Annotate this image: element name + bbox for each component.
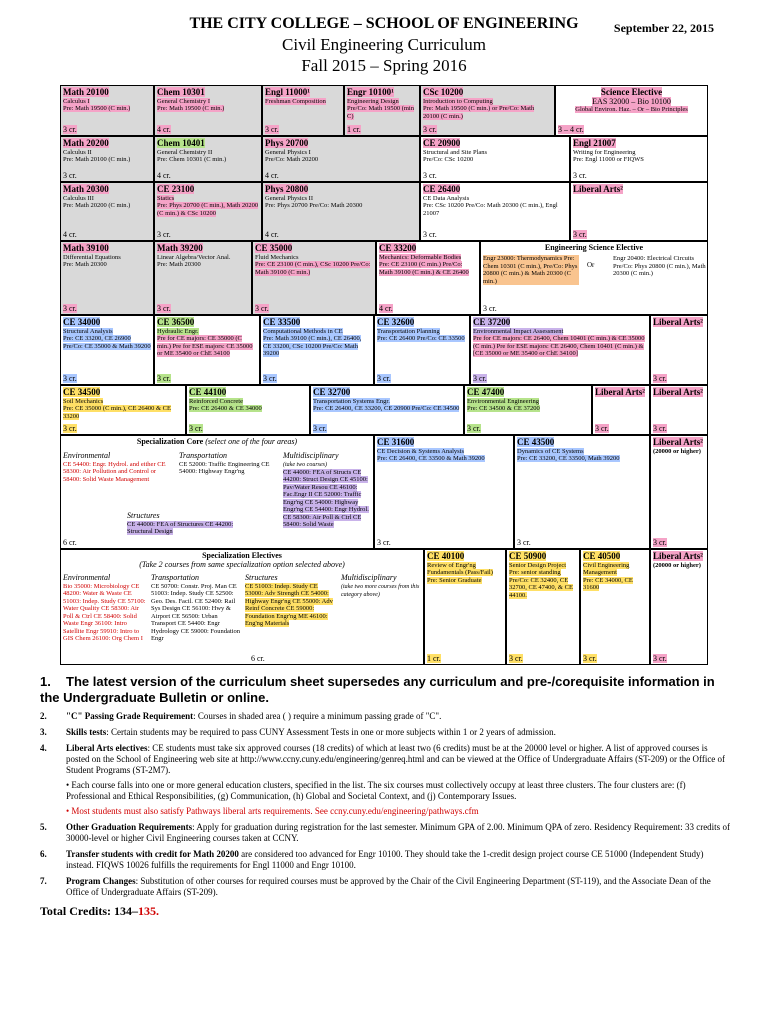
core-multi-heading: Multidisciplinary bbox=[283, 451, 339, 460]
course-cell bbox=[154, 182, 262, 241]
course-credits: 3 cr. bbox=[573, 230, 587, 239]
course-req: Pre: CE 23100 (C min.), CSc 10200 Pre/Co: Math 39100 (C min.) bbox=[255, 261, 371, 276]
course-code: CE 35000 bbox=[255, 243, 293, 253]
course-cell bbox=[374, 435, 514, 549]
course-cell bbox=[260, 315, 374, 385]
course-cell bbox=[262, 182, 420, 241]
course-code: Chem 10401 bbox=[157, 138, 205, 148]
course-req: Pre: Chem 10301 (C min.) bbox=[157, 156, 227, 163]
course-credits: 3 cr. bbox=[189, 424, 203, 433]
course-code: CE 50900 bbox=[509, 551, 547, 561]
course-req: Pre: CE 26400, CE 33200, CE 20900 Pre/Co: CE 34500 bbox=[313, 405, 460, 412]
elective-or: Or bbox=[587, 261, 595, 269]
course-cell bbox=[650, 435, 708, 549]
course-credits: 3 cr. bbox=[263, 374, 277, 383]
course-req: Pre: Phys 20700 Pre/Co: Math 20300 bbox=[265, 202, 363, 209]
course-req: Pre: CE 26400, CE 33500 & Math 39200 bbox=[377, 455, 485, 462]
note-number: 3. bbox=[40, 727, 47, 737]
course-code: Engl 21007 bbox=[573, 138, 616, 148]
course-credits: 4 cr. bbox=[379, 304, 393, 313]
notes-section bbox=[40, 674, 730, 917]
course-credits: 3 cr. bbox=[653, 374, 667, 383]
course-req: Pre: Math 20100 (C min.) bbox=[63, 156, 131, 163]
course-req: Pre: CSc 10200 Pre/Co: Math 20300 (C min.), Engl 21007 bbox=[423, 202, 558, 217]
course-cell bbox=[570, 182, 708, 241]
course-code: Math 20200 bbox=[63, 138, 109, 148]
elective-title: Engineering Science Elective bbox=[544, 243, 644, 252]
note-heading: Other Graduation Requirements bbox=[66, 822, 193, 832]
electives-env-heading: Environmental bbox=[63, 573, 111, 582]
course-code: CE 40100 bbox=[427, 551, 465, 561]
course-code: CE 26400 bbox=[423, 184, 461, 194]
course-req: Pre: Math 20300 bbox=[63, 261, 107, 268]
course-req: Pre for CE majors: CE 26400, Chem 10401 (C min.) & CE 35000 (C min.) Pre for ESE majors: CE 26400, Chem 10401 (C min.) & [CE 35000 or ME 35400 or ChE 34100] bbox=[473, 335, 645, 357]
course-credits: 4 cr. bbox=[157, 171, 171, 180]
course-credits: 6 cr. bbox=[251, 654, 265, 663]
course-desc: General Chemistry I bbox=[157, 97, 211, 105]
course-desc: Calculus II bbox=[63, 148, 92, 156]
course-desc: (20000 or higher) bbox=[653, 561, 701, 569]
course-code: CE 33500 bbox=[263, 317, 301, 327]
course-code: CE 47400 bbox=[467, 387, 505, 397]
course-desc: Hydraulic Engr. bbox=[157, 327, 199, 335]
course-desc: Linear Algebra/Vector Anal. bbox=[157, 253, 231, 261]
note-number: 1. bbox=[40, 674, 51, 689]
note-6 bbox=[40, 849, 730, 871]
course-code: CE 34500 bbox=[63, 387, 101, 397]
course-credits: 1 cr. bbox=[427, 654, 441, 663]
term-title: Fall 2015 – Spring 2016 bbox=[301, 56, 467, 75]
course-credits: 3 – 4 cr. bbox=[558, 125, 584, 134]
course-req: Pre/Co: Math 20200 bbox=[265, 156, 319, 163]
course-code: Phys 20800 bbox=[265, 184, 309, 194]
course-cell bbox=[376, 241, 480, 315]
course-req: Pre for CE majors: CE 35000 (C min.) Pre for ESE majors: CE 35000 or ME 35400 or ChE 34100 bbox=[157, 335, 253, 357]
course-desc: Dynamics of CE Systems bbox=[517, 447, 584, 455]
course-credits: 4 cr. bbox=[157, 125, 171, 134]
course-code: Engl 11000¹ bbox=[265, 87, 310, 97]
course-cell bbox=[60, 85, 154, 136]
core-multi-sub: (take two courses) bbox=[283, 461, 327, 468]
note-text: • Each course falls into one or more general education clusters, specified in the list. The six courses must collectively occupy at least three clusters. The four clusters are: (f) Professional and Ethical Responsibilities, (g) Communication, (h) Global and Societal Context, and (j) Contemporary Issues. bbox=[66, 780, 686, 801]
course-cell bbox=[60, 385, 186, 435]
note-number: 7. bbox=[40, 876, 47, 886]
note-text: : Apply for graduation during registration for the last semester. Minimum GPA of 2.00. Minimum QPA of zero. Residency Requirement: 33 credits of 30000-level or higher Civil Engineering courses taken at CCNY. bbox=[66, 822, 730, 843]
course-credits: 3 cr. bbox=[473, 374, 487, 383]
course-code: CE 32700 bbox=[313, 387, 351, 397]
course-credits: 3 cr. bbox=[313, 424, 327, 433]
date: September 22, 2015 bbox=[613, 21, 714, 35]
note-7 bbox=[40, 876, 730, 898]
course-desc: Transportation Systems Engr. bbox=[313, 397, 390, 405]
course-credits: 3 cr. bbox=[653, 424, 667, 433]
course-credits: 3 cr. bbox=[583, 654, 597, 663]
course-desc: Structural Analysis bbox=[63, 327, 113, 335]
course-cell bbox=[506, 549, 580, 665]
course-cell bbox=[374, 315, 470, 385]
note-heading: "C" Passing Grade Requirement bbox=[66, 711, 194, 721]
course-desc: Review of Engr'ng Fundamentals (Pass/Fail) bbox=[427, 561, 493, 576]
course-credits: 3 cr. bbox=[157, 374, 171, 383]
course-cell bbox=[650, 385, 708, 435]
course-desc: Computational Methods in CE bbox=[263, 327, 343, 335]
course-cell bbox=[154, 85, 262, 136]
course-code: Liberal Arts² bbox=[653, 551, 703, 561]
course-code: CE 23100 bbox=[157, 184, 195, 194]
course-code: CE 40500 bbox=[583, 551, 621, 561]
specialization-electives bbox=[60, 549, 424, 665]
course-code: Math 39200 bbox=[157, 243, 203, 253]
course-desc: Writing for Engineering bbox=[573, 148, 636, 156]
note-heading: Transfer students with credit for Math 20200 bbox=[66, 849, 239, 859]
course-req: Pre: Math 20200 (C min.) bbox=[63, 202, 131, 209]
course-credits: 3 cr. bbox=[157, 304, 171, 313]
course-credits: 4 cr. bbox=[265, 230, 279, 239]
course-credits: 3 cr. bbox=[63, 424, 77, 433]
course-code: Chem 10301 bbox=[157, 87, 205, 97]
course-desc: Engineering Design bbox=[347, 97, 399, 105]
electives-struct-heading: Structures bbox=[245, 573, 278, 582]
core-env-heading: Environmental bbox=[63, 451, 111, 460]
course-credits: 6 cr. bbox=[63, 538, 77, 547]
note-text: The latest version of the curriculum sheet supersedes any curriculum and pre-/corequisite information in the Undergraduate Bulletin or online. bbox=[40, 674, 715, 705]
course-desc: Fluid Mechanics bbox=[255, 253, 299, 261]
note-text: • Most students must also satisfy Pathways liberal arts requirements. See ccny.cuny.edu/engineering/pathways.cfm bbox=[66, 806, 479, 816]
course-credits: 3 cr. bbox=[509, 654, 523, 663]
course-req: Pre: CE 34500 & CE 37200 bbox=[467, 405, 540, 412]
course-cell bbox=[555, 85, 708, 136]
note-text: : Substitution of other courses for required courses must be approved by the Chair of the Civil Engineering Department (ST-119), and the Associate Dean of the Office of Undergraduate Affairs (ST-209). bbox=[66, 876, 711, 897]
course-cell bbox=[262, 85, 344, 136]
course-req: Pre: CE 23100 (C min.) Pre/Co: Math 39100 (C min.) & CE 26400 bbox=[379, 261, 469, 276]
course-code: CE 34000 bbox=[63, 317, 101, 327]
note-text: : Courses in shaded area ( ) require a minimum passing grade of "C". bbox=[193, 711, 442, 721]
note-text: : Certain students may be required to pass CUNY Assessment Tests in one or more subjects within 1 or 2 years of admission. bbox=[106, 727, 556, 737]
course-desc: Structural and Site Plans bbox=[423, 148, 488, 156]
course-code: Liberal Arts² bbox=[653, 387, 703, 397]
electives-title: Specialization Electives bbox=[202, 551, 282, 560]
course-code: CE 36500 bbox=[157, 317, 195, 327]
school-name: THE CITY COLLEGE – SCHOOL OF ENGINEERING bbox=[189, 15, 579, 32]
course-req: Pre: Math 19500 (C min.) or Pre/Co: Math 20100 (C min.) bbox=[423, 105, 535, 120]
course-desc: General Chemistry II bbox=[157, 148, 213, 156]
course-cell bbox=[60, 182, 154, 241]
course-desc: (20000 or higher) bbox=[653, 447, 701, 455]
course-cell bbox=[650, 315, 708, 385]
course-desc: Senior Design Project bbox=[509, 561, 567, 569]
course-desc: EAS 32000 – Bio 10100 bbox=[592, 96, 671, 106]
course-cell bbox=[570, 136, 708, 182]
course-credits: 3 cr. bbox=[63, 374, 77, 383]
course-code: CE 32600 bbox=[377, 317, 415, 327]
course-code: Science Elective bbox=[600, 87, 663, 97]
course-desc: Calculus III bbox=[63, 194, 94, 202]
course-req: Pre: Senior Graduate bbox=[427, 576, 482, 584]
course-req: Pre: Math 20300 bbox=[157, 261, 201, 268]
course-credits: 1 cr. bbox=[347, 125, 361, 134]
course-code: CE 33200 bbox=[379, 243, 417, 253]
course-code: Liberal Arts² bbox=[595, 387, 645, 397]
course-code: Liberal Arts² bbox=[653, 317, 703, 327]
course-code: Phys 20700 bbox=[265, 138, 309, 148]
course-credits: 3 cr. bbox=[423, 171, 437, 180]
core-multi-list: CE 44000: FEA of Structs CE 44200: Struct Design CE 45100: Pav/Water Resou CE 46100: Fac.Engr II CE 52000: Traffic Engr'ng CE 54000: Highway Engr'ng CE 54400: Engr Hydrol. CE 58300: Air Poll & Ctrl CE 58400: Solid Waste bbox=[283, 468, 369, 528]
course-cell bbox=[262, 136, 420, 182]
course-req: Pre/Co: Math 19500 (min C) bbox=[347, 105, 414, 120]
note-text: are considered too advanced for Engr 10100. They should take the 1-credit design project course CE 51000 (Independent Study) instead. FIQWS 10026 fulfills the requirements for Engl 11000 and Engr 10100. bbox=[66, 849, 704, 870]
course-credits: 3 cr. bbox=[255, 304, 269, 313]
electives-trans-list: CE 50700: Constr. Proj. Man CE 51003: Indep. Study CE 52500: Geo. Des. Facil. CE 52400: Rail Sys Design CE 56100: Hwy & Airport CE 56500: Urban Transport CE 54400: Engr Hydrology CE 59000: Foundation Engr bbox=[151, 582, 241, 642]
course-credits: 3 cr. bbox=[517, 538, 531, 547]
note-number: 2. bbox=[40, 711, 47, 721]
course-req: Pre/Co: CSc 10200 bbox=[423, 156, 474, 163]
electives-multi-note: (take two more courses from this category above) bbox=[341, 583, 420, 598]
core-env-list: CE 54400: Engr. Hydrol. and either CE 58300: Air Pollution and Control or 58400: Solid Waste Management bbox=[63, 460, 166, 483]
curriculum-grid bbox=[60, 85, 708, 665]
course-cell bbox=[650, 549, 708, 665]
note-4 bbox=[40, 743, 730, 817]
course-code: CE 43500 bbox=[517, 437, 555, 447]
course-desc: Transportation Planning bbox=[377, 327, 440, 335]
note-3 bbox=[40, 727, 730, 738]
course-credits: 3 cr. bbox=[377, 538, 391, 547]
course-desc: Reinforced Concrete bbox=[189, 397, 243, 405]
note-heading: Skills tests bbox=[66, 727, 107, 737]
course-req: Pre: senior standing Pre/Co: CE 32400, CE 32700, CE 47400, & CE 44100. bbox=[509, 569, 573, 599]
note-1 bbox=[40, 674, 730, 706]
elective-option-b: Engr 20400: Electrical Circuits Pre/Co: Phys 20800 (C min.), Math 20300 (C min.) bbox=[613, 255, 706, 277]
course-desc: Civil Engineering Management bbox=[583, 561, 630, 576]
course-credits: 3 cr. bbox=[63, 304, 77, 313]
core-subtitle: (select one of the four areas) bbox=[205, 437, 298, 446]
course-credits: 3 cr. bbox=[265, 125, 279, 134]
course-credits: 3 cr. bbox=[63, 125, 77, 134]
course-cell bbox=[310, 385, 464, 435]
course-code: Math 39100 bbox=[63, 243, 109, 253]
course-desc: General Physics I bbox=[265, 148, 311, 156]
course-credits: 4 cr. bbox=[63, 230, 77, 239]
course-desc: Soil Mechanics bbox=[63, 397, 104, 405]
core-title: Specialization Core bbox=[136, 437, 204, 446]
electives-subtitle: (Take 2 courses from same specialization option selected above) bbox=[139, 560, 345, 569]
program-title: Civil Engineering Curriculum bbox=[282, 35, 486, 54]
course-cell bbox=[60, 241, 154, 315]
course-cell bbox=[252, 241, 376, 315]
course-req: Pre: CE 35000 (C min.), CE 26400 & CE 33200 bbox=[63, 405, 171, 420]
note-5 bbox=[40, 822, 730, 844]
core-struct-heading: Structures bbox=[127, 511, 160, 520]
course-cell bbox=[186, 385, 310, 435]
course-desc: Statics bbox=[157, 194, 175, 202]
course-cell bbox=[592, 385, 650, 435]
course-cell bbox=[60, 315, 154, 385]
course-credits: 3 cr. bbox=[377, 374, 391, 383]
core-trans-list: CE 52000: Traffic Engineering CE 54000: Highway Engr'ng bbox=[179, 460, 270, 475]
electives-trans-heading: Transportation bbox=[151, 573, 200, 582]
course-desc: Freshman Composition bbox=[265, 97, 326, 105]
course-desc: Calculus I bbox=[63, 97, 90, 105]
course-cell bbox=[154, 315, 260, 385]
course-req: Pre: CE 33200, CE 33500, Math 39200 bbox=[517, 455, 620, 462]
course-credits: 4 cr. bbox=[265, 171, 279, 180]
total-credits bbox=[40, 906, 730, 917]
course-cell bbox=[420, 85, 555, 136]
course-req: Pre: Math 19500 (C min.) bbox=[157, 105, 225, 112]
course-cell bbox=[60, 136, 154, 182]
course-desc: Differential Equations bbox=[63, 253, 121, 261]
course-cell bbox=[514, 435, 650, 549]
note-number: 6. bbox=[40, 849, 47, 859]
course-desc: General Physics II bbox=[265, 194, 314, 202]
note-2 bbox=[40, 711, 730, 722]
course-code: CE 20900 bbox=[423, 138, 461, 148]
course-credits: 3 cr. bbox=[423, 230, 437, 239]
course-code: Math 20300 bbox=[63, 184, 109, 194]
course-req: Pre: Math 19500 (C min.) bbox=[63, 105, 131, 112]
course-code: Math 20100 bbox=[63, 87, 109, 97]
course-desc: Environmental Engineering bbox=[467, 397, 540, 405]
note-number: 5. bbox=[40, 822, 47, 832]
course-cell bbox=[154, 241, 252, 315]
course-req: Pre: CE 26400 Pre/Co: CE 33500 bbox=[377, 335, 465, 342]
core-trans-heading: Transportation bbox=[179, 451, 228, 460]
course-desc: Introduction to Computing bbox=[423, 97, 493, 105]
course-cell bbox=[420, 182, 570, 241]
course-credits: 3 cr. bbox=[483, 304, 497, 313]
course-cell bbox=[420, 136, 570, 182]
course-cell bbox=[464, 385, 592, 435]
course-credits: 3 cr. bbox=[157, 230, 171, 239]
course-cell bbox=[154, 136, 262, 182]
total-label: Total Credits: 134– bbox=[40, 904, 139, 918]
course-desc: CE Decision & Systems Analysis bbox=[377, 447, 465, 455]
total-value: 135. bbox=[138, 904, 160, 918]
electives-struct-list: CE 51003: Indep. Study CE 53000: Adv Strength CE 54000: Highway Engr'ng CE 55000: Adv Reinf Concrete CE 59000: Foundation Engr'ng ME 46100: Eng'ng Materials bbox=[245, 582, 333, 627]
course-credits: 3 cr. bbox=[423, 125, 437, 134]
course-code: Engr 10100¹ bbox=[347, 87, 394, 97]
course-req: Global Environ. Haz. – Or – Bio Principles bbox=[575, 106, 688, 113]
course-credits: 3 cr. bbox=[63, 171, 77, 180]
course-cell bbox=[344, 85, 420, 136]
course-code: CE 31600 bbox=[377, 437, 415, 447]
course-desc: CE Data Analysis bbox=[423, 194, 470, 202]
course-desc: Environmental Impact Assessment bbox=[473, 327, 564, 335]
course-req: Pre: CE 33200, CE 26900 Pre/Co: CE 35000 & Math 39200 bbox=[63, 335, 151, 350]
course-credits: 3 cr. bbox=[653, 654, 667, 663]
specialization-core bbox=[60, 435, 374, 549]
course-credits: 3 cr. bbox=[573, 171, 587, 180]
course-code: CE 44100 bbox=[189, 387, 227, 397]
course-cell-elective bbox=[480, 241, 708, 315]
course-req: Pre: Engl 11000 or FIQWS bbox=[573, 156, 644, 163]
course-code: CE 37200 bbox=[473, 317, 511, 327]
course-cell bbox=[470, 315, 650, 385]
elective-option-a: Engr 23000: Thermodynamics Pre: Chem 10301 (C min.), Pre/Co: Phys 20800 (C min.) & Math 20300 (C min.) bbox=[483, 255, 578, 285]
note-heading: Program Changes bbox=[66, 876, 136, 886]
course-req: Pre: CE 34000, CE 31600 bbox=[583, 576, 633, 591]
course-cell bbox=[424, 549, 506, 665]
electives-multi-heading: Multidisciplinary bbox=[341, 573, 397, 582]
note-text: : CE students must take six approved courses (18 credits) of which at least two (6 credits) must be at the 20000 level or higher. A list of approved courses is posted on the School of Engineering web site at http://www.ccny.cuny.edu/engineering/genreq.html and can be viewed at the Office of Undergraduate Affairs (ST-209) or the Office of Student Programs (ST-2M7). bbox=[66, 743, 726, 775]
electives-env-list: Bio 35000: Microbiology CE 48200: Water & Waste CE 51003: Indep. Study CE 57100: Water Quality CE 58300: Air Poll & Ctrl CE 58400: Solid Waste Engr 36100: Intro Satellite Engr 59910: Intro to GIS Chem 26100: Org Chem I bbox=[63, 582, 146, 642]
course-credits: 3 cr. bbox=[653, 538, 667, 547]
core-struct-list: CE 44000: FEA of Structures CE 44200: Structural Design bbox=[127, 520, 234, 535]
note-number: 4. bbox=[40, 743, 47, 753]
course-desc: Mechanics: Deformable Bodies bbox=[379, 253, 462, 261]
course-code: Liberal Arts² bbox=[653, 437, 703, 447]
course-req: Pre: CE 26400 & CE 34000 bbox=[189, 405, 262, 412]
note-heading: Liberal Arts electives bbox=[66, 743, 148, 753]
course-credits: 3 cr. bbox=[467, 424, 481, 433]
course-credits: 3 cr. bbox=[595, 424, 609, 433]
course-code: Liberal Arts² bbox=[573, 184, 623, 194]
course-req: Pre: Math 39100 (C min.), CE 26400, CE 33200, CSc 10200 Pre/Co: Math 39200 bbox=[263, 335, 362, 357]
course-code: CSc 10200 bbox=[423, 87, 464, 97]
course-cell bbox=[580, 549, 650, 665]
course-req: Pre: Phys 20700 (C min.), Math 20200 (C min.) & CSc 10200 bbox=[157, 202, 259, 217]
